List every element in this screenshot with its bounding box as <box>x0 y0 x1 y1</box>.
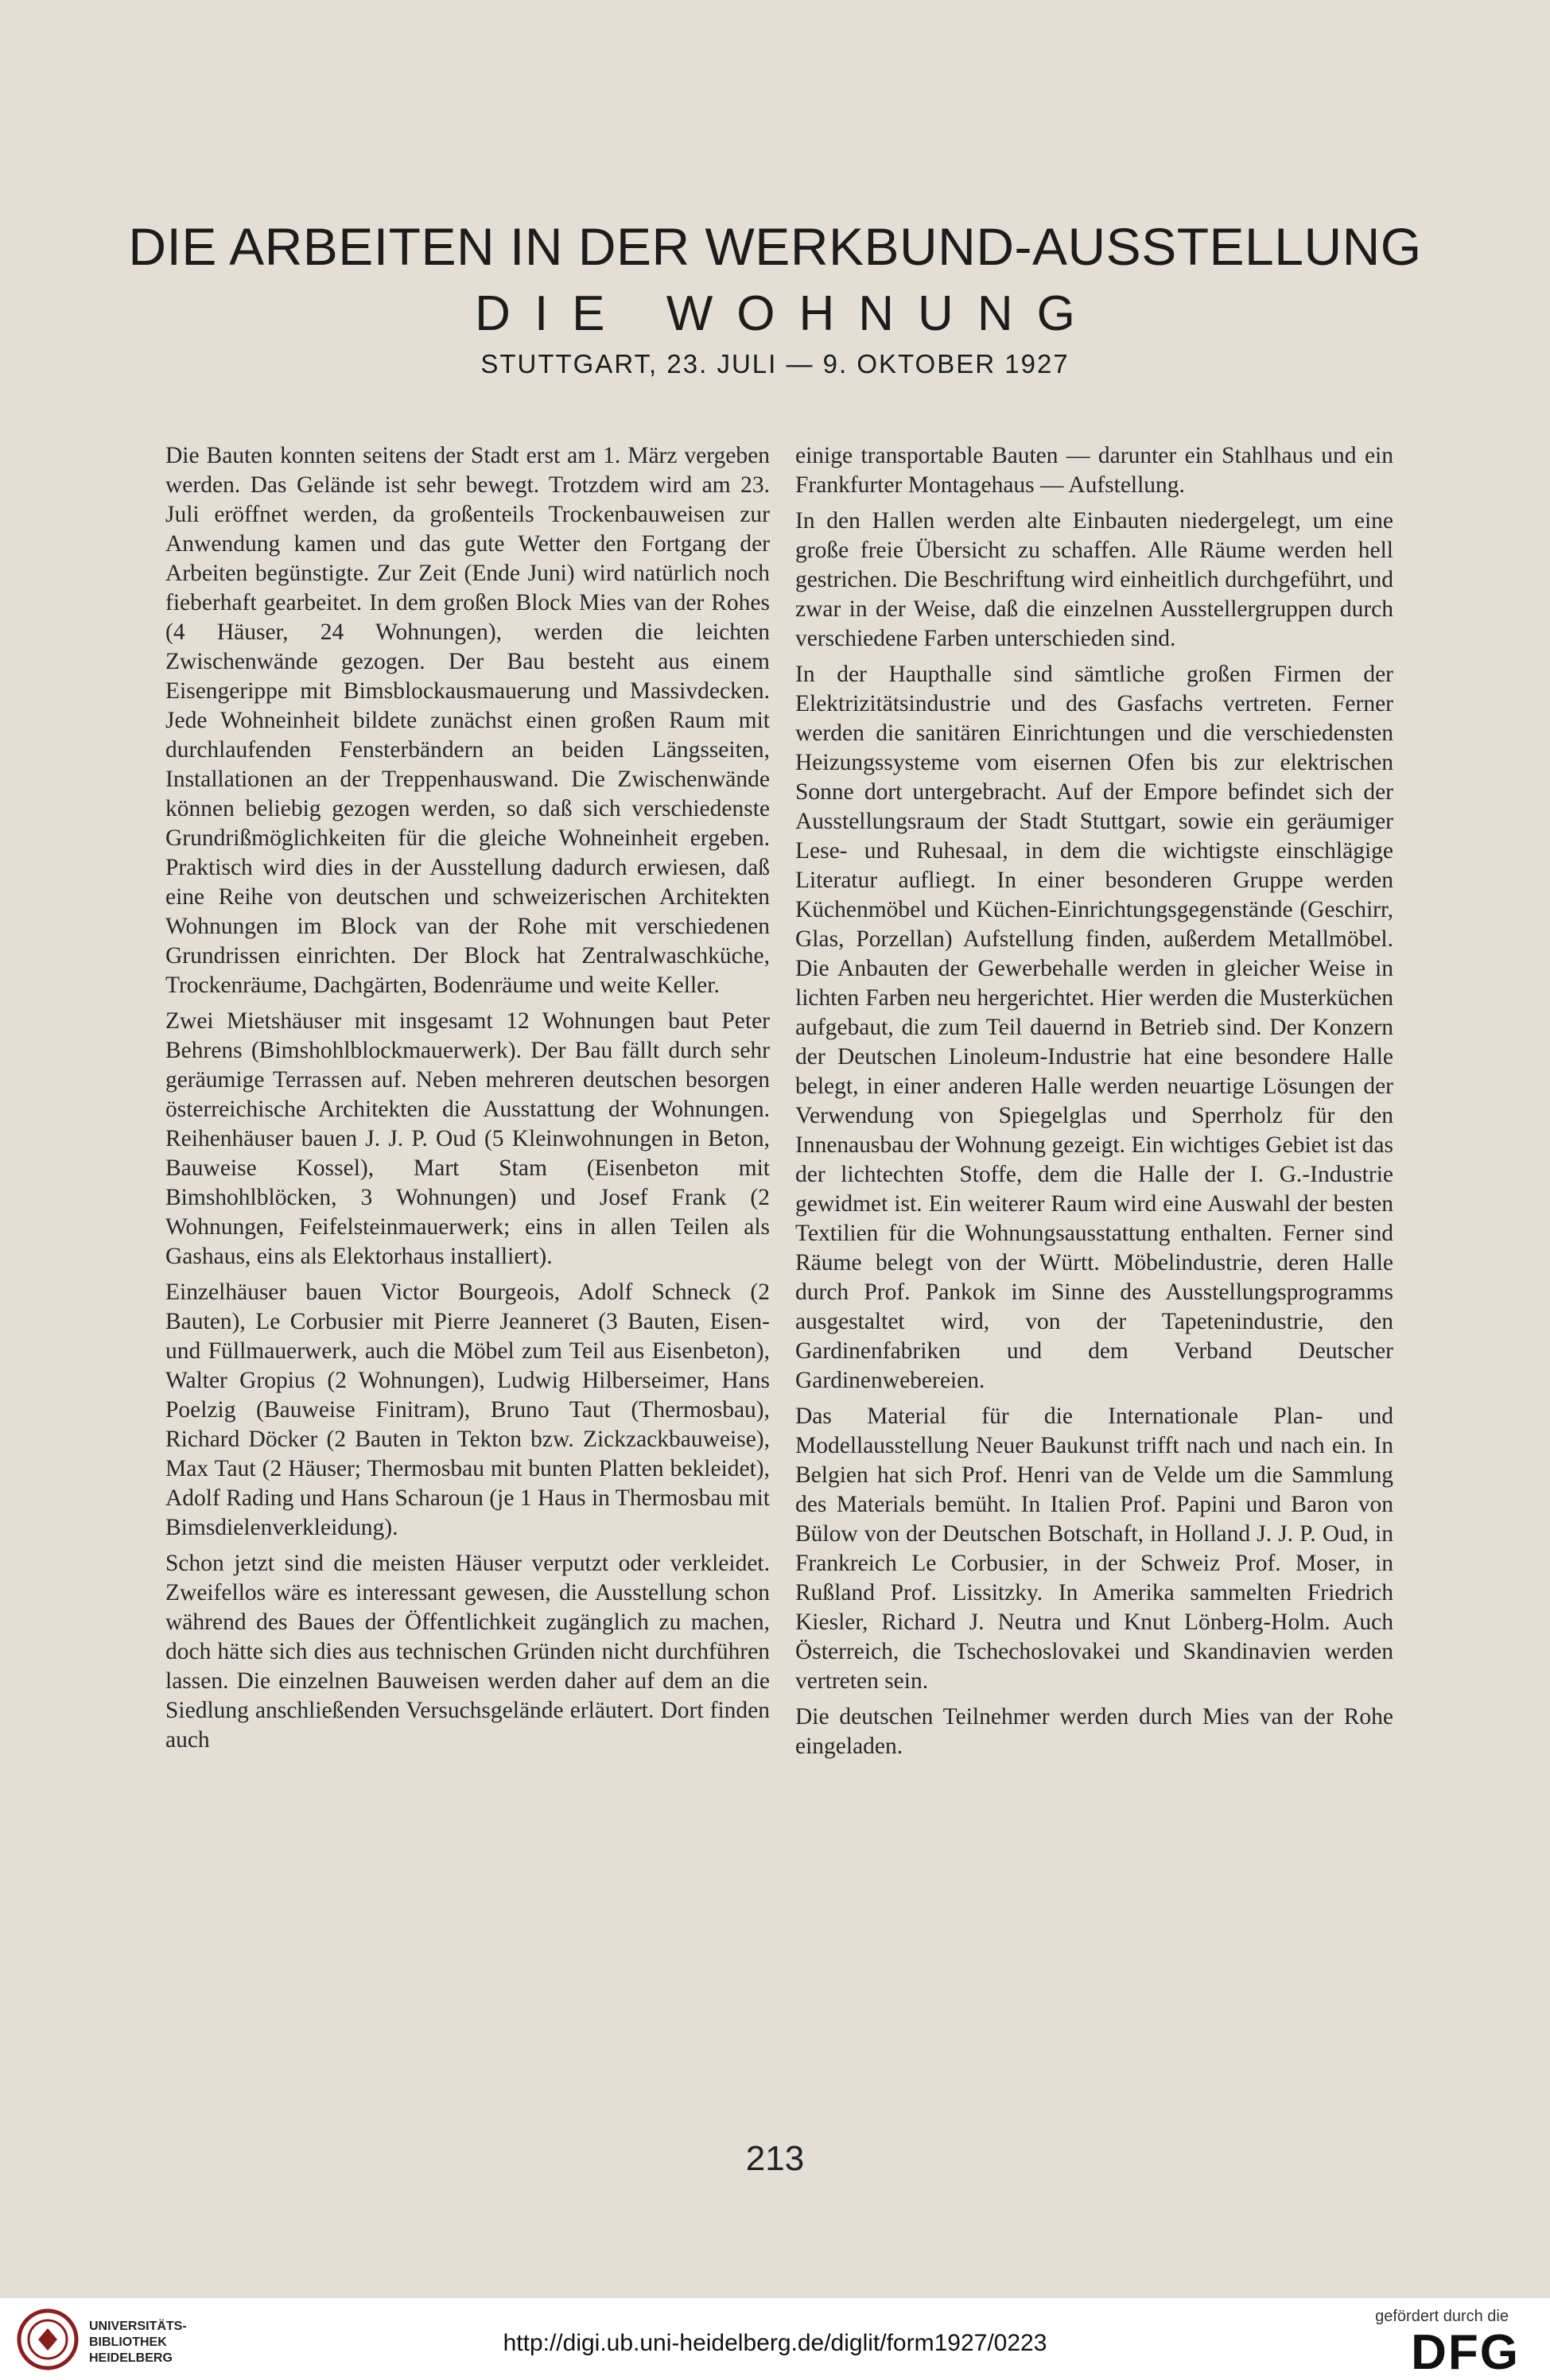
article-subtitle: DIE WOHNUNG <box>475 286 1099 341</box>
article-header <box>0 215 1550 380</box>
paragraph: Zwei Mietshäuser mit insgesamt 12 Wohnungen baut Peter Behrens (Bimshohlblockmauerwerk). Der Bau fällt durch sehr geräumige Terrassen auf. Neben mehreren deutschen besorgen österreichische Architekten die Ausstattung der Wohnungen. Reihenhäuser bauen J. J. P. Oud (5 Kleinwohnungen in Beton, Bauweise Kossel), Mart Stam (Eisenbeton mit Bimshohlblöcken, 3 Wohnungen) und Josef Frank (2 Wohnungen, Feifelsteinmauerwerk; eins in allen Teilen als Gashaus, eins als Elektorhaus installiert). <box>165 1008 770 1269</box>
paragraph: Das Material für die Internationale Plan- und Modellausstellung Neuer Baukunst trifft nach und nach ein. In Belgien hat sich Prof. Henri van de Velde um die Sammlung des Materials bemüht. In Italien Prof. Papini und Baron von Bülow von der Deutschen Botschaft, in Holland J. J. P. Oud, in Frankreich Le Corbusier, in der Schweiz Prof. Moser, in Rußland Prof. Lissitzky. In Amerika sammelten Friedrich Kiesler, Richard J. Neutra und Knut Lönberg-Holm. Auch Österreich, die Tschechoslovakei und Skandinavien werden vertreten sein. <box>795 1404 1393 1694</box>
footer-bar <box>0 2298 1550 2379</box>
paragraph: Schon jetzt sind die meisten Häuser verputzt oder verkleidet. Zweifellos wäre es interessant gewesen, die Ausstellung schon während des Baues der Öffentlichkeit zugänglich zu machen, doch hätte sich dies aus technischen Gründen nicht durchführen lassen. Die einzelnen Bauweisen werden daher auf dem an die Siedlung anschließenden Versuchsgelände erläutert. Dort finden auch <box>165 1551 770 1753</box>
library-name-line: HEIDELBERG <box>89 2351 173 2365</box>
article-dateline: STUTTGART, 23. JULI — 9. OKTOBER 1927 <box>480 349 1070 379</box>
paragraph: Die Bauten konnten seitens der Stadt erst am 1. März vergeben werden. Das Gelände ist sehr bewegt. Trotzdem wird am 23. Juli eröffnet werden, da großenteils Trockenbauweisen zur Anwendung kamen und das gute Wetter den Fortgang der Arbeiten begünstigte. Zur Zeit (Ende Juni) wird natürlich noch fieberhaft gearbeitet. In dem großen Block Mies van der Rohes (4 Häuser, 24 Wohnungen), werden die leichten Zwischenwände gezogen. Der Bau besteht aus einem Eisengerippe mit Bimsblockausmauerung und Massivdecken. Jede Wohneinheit bildete zunächst einen großen Raum mit durchlaufenden Fensterbändern an beiden Längsseiten, Installationen an der Treppenhauswand. Die Zwischenwände können beliebig gezogen werden, so daß sich verschiedenste Grundrißmöglichkeiten für die gleiche Wohneinheit ergeben. Praktisch wird dies in der Ausstellung dadurch erwiesen, daß eine Reihe von deutschen und schweizerischen Architekten Wohnungen im Block van der Rohe mit verschiedenen Grundrissen einrichten. Der Block hat Zentralwaschküche, Trockenräume, Dachgärten, Bodenräume und weite Keller. <box>165 443 770 998</box>
paragraph: In den Hallen werden alte Einbauten niedergelegt, um eine große freie Übersicht zu schaffen. Alle Räume werden hell gestrichen. Die Beschriftung wird einheitlich durchgeführt, und zwar in der Weise, daß die einzelnen Ausstellergruppen durch verschiedene Farben unterschieden sind. <box>795 508 1393 651</box>
paragraph: In der Haupthalle sind sämtliche großen Firmen der Elektrizitätsindustrie und des Gasfachs vertreten. Ferner werden die sanitären Einrichtungen und die verschiedensten Heizungssysteme vom eisernen Ofen bis zur elektrischen Sonne dort untergebracht. Auf der Empore befindet sich der Ausstellungsraum der Stadt Stuttgart, sowie ein geräumiger Lese- und Ruhesaal, in dem die wichtigste einschlägige Literatur aufliegt. In einer besonderen Gruppe werden Küchenmöbel und Küchen-Einrichtungsgegenstände (Geschirr, Glas, Porzellan) Aufstellung finden, außerdem Metallmöbel. Die Anbauten der Gewerbehalle werden in gleicher Weise in lichten Farben neu hergerichtet. Hier werden die Musterküchen aufgebaut, die zum Teil dauernd in Betrieb sind. Der Konzern der Deutschen Linoleum-Industrie hat eine besondere Halle belegt, in einer anderen Halle werden neuartige Lösungen der Verwendung von Spiegelglas und Sperrholz für den Innenausbau der Wohnung gezeigt. Ein wichtiges Gebiet ist das der lichtechten Stoffe, dem die Halle der I. G.-Industrie gewidmet ist. Ein weiterer Raum wird eine Auswahl der besten Textilien für die Wohnungsausstattung enthalten. Ferner sind Räume belegt von der Württ. Möbelindustrie, deren Halle durch Prof. Pankok im Sinne des Ausstellungsprogramms ausgestaltet wird, von der Tapetenindustrie, den Gardinenfabriken und dem Verband Deutscher Gardinenwebereien. <box>795 662 1393 1393</box>
page-number: 213 <box>745 2139 805 2178</box>
article-title: DIE ARBEITEN IN DER WERKBUND-AUSSTELLUNG <box>128 217 1422 276</box>
sponsor-label: gefördert durch die <box>1375 2308 1509 2325</box>
library-name-line: UNIVERSITÄTS- <box>89 2320 187 2333</box>
dfg-logo: DFG <box>1411 2325 1520 2380</box>
paragraph: Einzelhäuser bauen Victor Bourgeois, Adolf Schneck (2 Bauten), Le Corbusier mit Pierre Jeanneret (3 Bauten, Eisen- und Füllmauerwerk, auch die Möbel zum Teil aus Eisenbeton), Walter Gropius (2 Wohnungen), Ludwig Hilberseimer, Hans Poelzig (Bauweise Finitram), Bruno Taut (Thermosbau), Richard Döcker (2 Bauten in Tekton bzw. Zickzackbauweise), Max Taut (2 Häuser; Thermosbau mit bunten Platten bekleidet), Adolf Rading und Hans Scharoun (je 1 Haus in Thermosbau mit Bimsdielenverkleidung). <box>165 1279 770 1540</box>
paragraph: Die deutschen Teilnehmer werden durch Mies van der Rohe eingeladen. <box>795 1704 1393 1759</box>
text-column-right <box>795 441 1393 1768</box>
paragraph: einige transportable Bauten — darunter ein Stahlhaus und ein Frankfurter Montagehaus — Aufstellung. <box>795 443 1393 498</box>
text-column-left <box>165 441 770 1761</box>
source-url-link[interactable]: http://digi.ub.uni-heidelberg.de/diglit/form1927/0223 <box>503 2330 1047 2356</box>
library-name-line: BIBLIOTHEK <box>89 2335 167 2349</box>
